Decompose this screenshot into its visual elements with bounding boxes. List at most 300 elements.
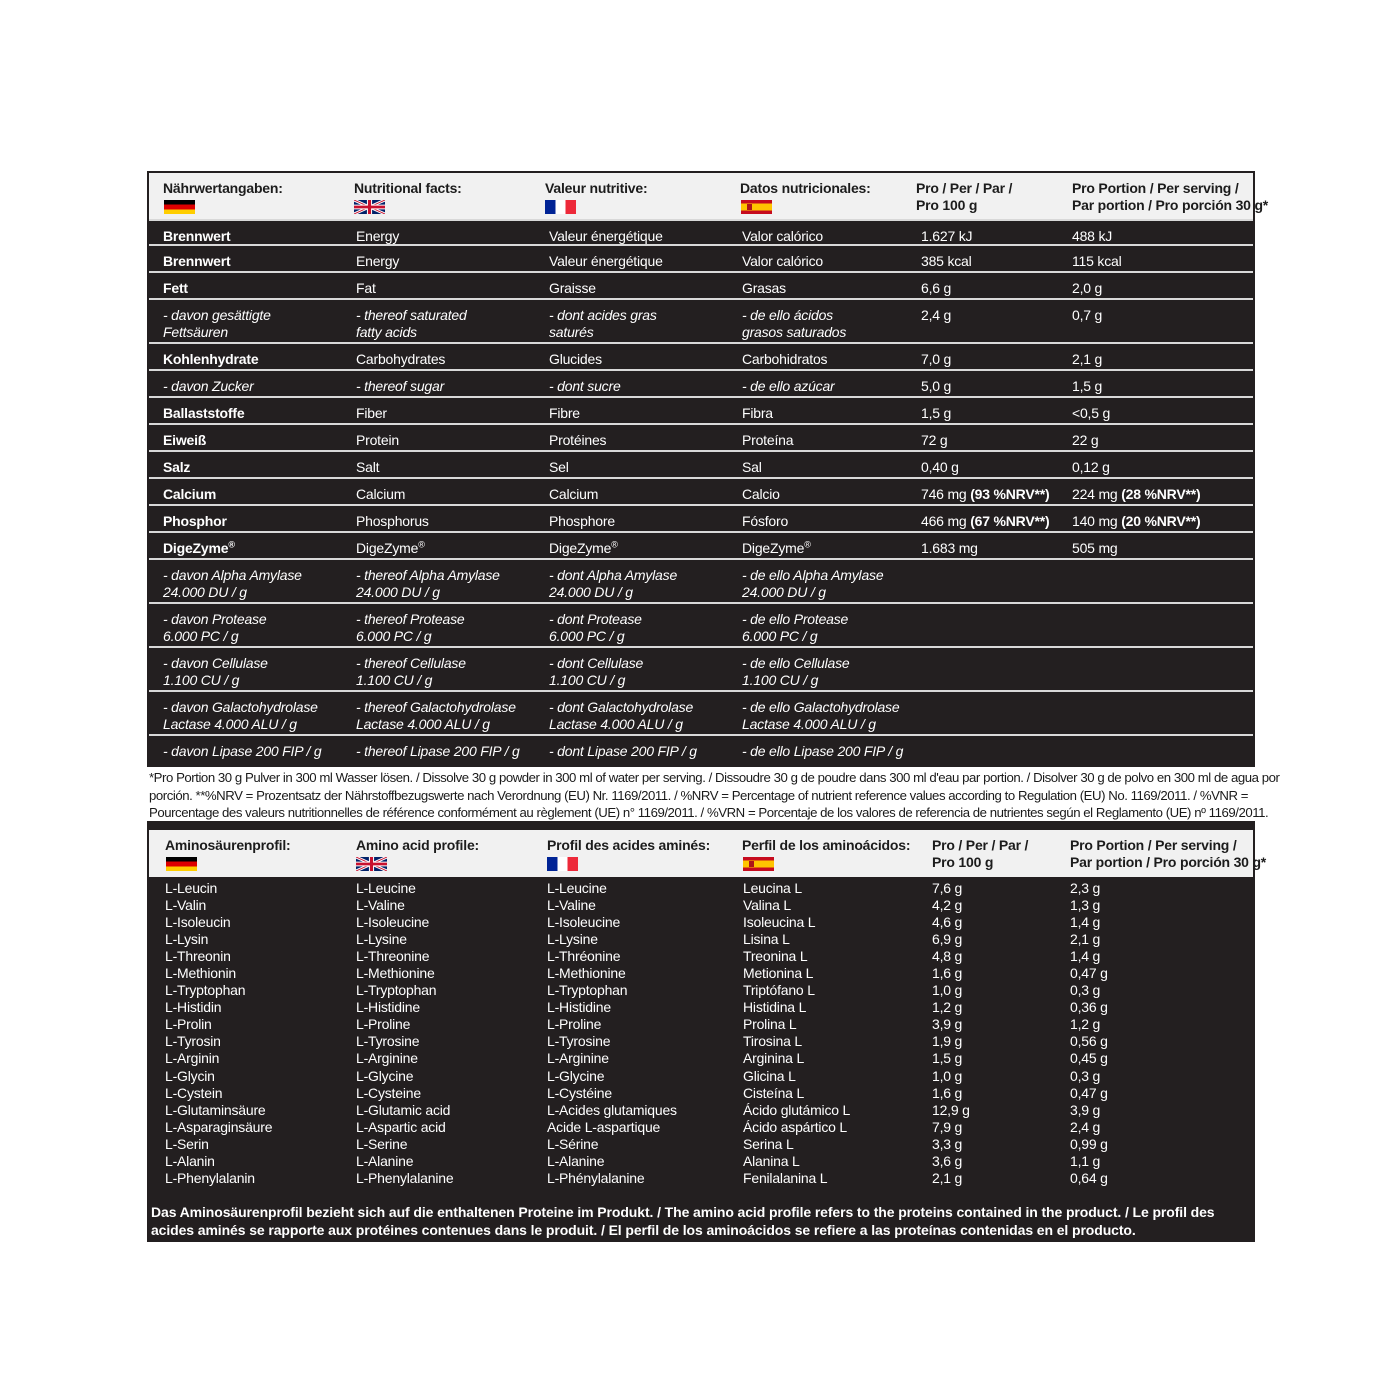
cell-de [163, 405, 244, 422]
cell-text: 0,12 g [1072, 459, 1110, 475]
amino-column-es [743, 880, 850, 1187]
amino-cell: L-Asparaginsäure [165, 1118, 273, 1135]
cell-de [163, 432, 206, 449]
cell-de [163, 699, 318, 733]
cell-text: Brennwert [163, 228, 231, 244]
footnote-line: Pourcentage des valeurs nutritionnelles de référence conformément au règlement (UE) n° 1169/2011. / %VRN = Porcentaje de los valores de referencia de nutrientes según el Reglamento (UE) nº 1169/2011. [149, 805, 1269, 820]
cell-en [356, 253, 399, 270]
cell-de [163, 567, 302, 601]
france-flag-icon [547, 857, 578, 871]
registered-mark: ® [418, 539, 425, 550]
amino-cell: L-Arginine [356, 1050, 418, 1067]
cell-de [163, 307, 271, 341]
amino-cell: L-Serin [165, 1135, 209, 1152]
cell-vp [1072, 378, 1102, 395]
cell-en [356, 567, 500, 601]
cell-text: Sal [742, 459, 762, 475]
cell-text: - davon Zucker [163, 378, 254, 394]
cell-text: 0,40 g [921, 459, 959, 475]
amino-cell: 2,1 g [932, 1169, 963, 1186]
header-de: Nährwertangaben: [163, 180, 283, 196]
cell-fr [549, 351, 602, 368]
cell-text: - dont acides gras [549, 307, 657, 323]
amino-cell: L-Tryptophan [356, 982, 437, 999]
amino-cell: L-Cystein [165, 1084, 223, 1101]
cell-text-line2: Fettsäuren [163, 324, 228, 340]
cell-text: Kohlenhydrate [163, 351, 259, 367]
cell-en [356, 280, 376, 297]
amino-header-portion-line1: Pro Portion / Per serving / [1070, 837, 1237, 853]
cell-text: Valeur énergétique [549, 228, 663, 244]
cell-text: Phosphorus [356, 513, 429, 529]
cell-fr [549, 253, 663, 270]
cell-fr [549, 655, 643, 689]
amino-profile-note: Das Aminosäurenprofil bezieht sich auf die enthaltenen Proteine im Produkt. / The amino acid profile refers to the proteins contained in the product. / Le profil des acides aminés se rapporte aux protéines contenues dans le produit. / El perfil de los aminoácidos se refiere a las proteínas contenidas en el producto. [151, 1204, 1215, 1238]
amino-cell: L-Leucine [356, 880, 416, 896]
amino-cell: L-Alanine [547, 1152, 605, 1169]
amino-header-de: Aminosäurenprofil: [165, 837, 291, 853]
cell-en [356, 459, 379, 476]
cell-vp [1072, 280, 1102, 297]
cell-en [356, 699, 516, 733]
header-en: Nutritional facts: [354, 180, 462, 196]
cell-text: Sel [549, 459, 569, 475]
cell-text-line2: 1.100 CU / g [163, 672, 240, 688]
cell-text: 2,1 g [1072, 351, 1103, 367]
cell-fr [549, 459, 569, 476]
nutrition-row [149, 477, 1253, 504]
nutrition-row [149, 396, 1253, 423]
cell-fr [549, 486, 598, 503]
registered-mark: ® [611, 539, 618, 550]
cell-fr [549, 540, 618, 557]
cell-text: Energy [356, 228, 400, 244]
nutrition-row [149, 734, 1253, 761]
amino-cell: 4,6 g [932, 914, 963, 931]
amino-cell: 1,0 g [932, 1067, 963, 1084]
cell-text-line2: 24.000 DU / g [549, 584, 633, 600]
cell-text: Grasas [742, 280, 786, 296]
amino-cell: 3,3 g [932, 1135, 963, 1152]
nutrition-row [149, 504, 1253, 531]
cell-text: 505 mg [1072, 540, 1118, 556]
cell-text: 140 mg [1072, 513, 1118, 529]
amino-column-fr [547, 880, 677, 1187]
cell-es [742, 513, 788, 530]
cell-v100 [921, 307, 951, 324]
amino-cell: L-Methionin [165, 965, 236, 982]
cell-v100 [921, 228, 972, 245]
cell-text-line2: 6.000 PC / g [549, 628, 625, 644]
nutrition-row [149, 369, 1253, 396]
cell-vp [1072, 228, 1112, 245]
amino-cell: Serina L [743, 1135, 794, 1152]
amino-cell: 0,56 g [1070, 1033, 1108, 1050]
cell-en [356, 513, 429, 530]
header-per100-line2: Pro 100 g [916, 197, 978, 213]
amino-cell: Leucina L [743, 880, 802, 896]
cell-text-line2: Lactase 4.000 ALU / g [742, 716, 876, 732]
cell-en [356, 228, 399, 245]
cell-text: 488 kJ [1072, 228, 1113, 244]
amino-cell: Histidina L [743, 999, 807, 1016]
cell-text: Salz [163, 459, 191, 475]
cell-text: Valor calórico [742, 228, 823, 244]
nrv-percentage: (67 %NRV**) [970, 513, 1050, 529]
cell-text: DigeZyme [549, 540, 612, 556]
cell-vp [1072, 459, 1110, 476]
amino-cell: L-Methionine [547, 965, 626, 982]
cell-text: 115 kcal [1072, 253, 1122, 269]
amino-cell: L-Lysine [547, 931, 598, 948]
nutrition-row [149, 646, 1253, 690]
amino-cell: L-Arginine [547, 1050, 609, 1067]
header-portion-line1: Pro Portion / Per serving / [1072, 180, 1239, 196]
amino-cell: 6,9 g [932, 931, 963, 948]
cell-text: - de ello Galactohydrolase [742, 699, 900, 715]
nutrition-row [149, 602, 1253, 646]
nutrition-row [149, 423, 1253, 450]
amino-cell: L-Thréonine [547, 948, 621, 965]
cell-text: Proteína [742, 432, 794, 448]
amino-cell: L-Tyrosine [547, 1033, 611, 1050]
amino-cell: 0,47 g [1070, 1084, 1108, 1101]
cell-text: 1.627 kJ [921, 228, 973, 244]
cell-text: 6,6 g [921, 280, 952, 296]
cell-vp [1072, 513, 1200, 530]
cell-text: 7,0 g [921, 351, 952, 367]
cell-text: - davon Cellulase [163, 655, 268, 671]
amino-header [149, 830, 1267, 877]
cell-text: 385 kcal [921, 253, 972, 269]
cell-en [356, 307, 467, 341]
cell-text: - de ello Alpha Amylase [742, 567, 884, 583]
cell-fr [549, 432, 606, 449]
nrv-percentage: (93 %NRV**) [970, 486, 1050, 502]
cell-text: 466 mg [921, 513, 967, 529]
cell-text: 2,0 g [1072, 280, 1103, 296]
cell-text: Fibra [742, 405, 773, 421]
amino-cell: 0,3 g [1070, 982, 1101, 999]
amino-cell: L-Tryptophan [165, 982, 246, 999]
cell-text-line2: Lactase 4.000 ALU / g [163, 716, 297, 732]
cell-vp [1072, 307, 1102, 324]
cell-text: Phosphor [163, 513, 227, 529]
cell-es [742, 540, 811, 557]
amino-cell: L-Valine [547, 897, 596, 914]
nutrition-row [149, 690, 1253, 734]
amino-cell: L-Histidine [356, 999, 420, 1016]
footnote-line: *Pro Portion 30 g Pulver in 300 ml Wasser lösen. / Dissolve 30 g powder in 300 ml of water per serving. / Dissoudre 30 g de poudre dans 300 ml d'eau par portion. / Disolver 30 g de polvo en 300 ml de agua por [149, 770, 1280, 785]
amino-cell: 1,3 g [1070, 897, 1101, 914]
amino-cell: 0,64 g [1070, 1169, 1108, 1186]
amino-cell: L-Proline [356, 1016, 411, 1033]
cell-text: - davon Lipase 200 FIP / g [163, 743, 322, 759]
cell-v100 [921, 432, 947, 449]
nutrition-row [149, 558, 1253, 602]
cell-text: - thereof sugar [356, 378, 445, 394]
uk-flag-icon [354, 200, 385, 214]
amino-cell: L-Glycine [547, 1067, 605, 1084]
cell-text: - de ello Protease [742, 611, 849, 627]
cell-es [742, 432, 793, 449]
cell-text: 72 g [921, 432, 948, 448]
amino-cell: 3,6 g [932, 1152, 963, 1169]
cell-text-line2: 24.000 DU / g [742, 584, 826, 600]
uk-flag-icon [356, 857, 387, 871]
cell-es [742, 253, 823, 270]
cell-es [742, 378, 835, 395]
amino-cell: L-Glycin [165, 1067, 215, 1084]
amino-cell: L-Lysin [165, 931, 209, 948]
amino-cell: 3,9 g [932, 1016, 963, 1033]
amino-cell: L-Valin [165, 897, 207, 914]
amino-column-portion [1070, 880, 1108, 1187]
cell-v100 [921, 486, 1049, 503]
amino-cell: Acide L-aspartique [547, 1118, 661, 1135]
amino-header-en: Amino acid profile: [356, 837, 479, 853]
cell-text: Valor calórico [742, 253, 823, 269]
amino-cell: 1,4 g [1070, 948, 1101, 965]
cell-de [163, 280, 188, 297]
amino-cell: Cisteína L [743, 1084, 805, 1101]
cell-text: Calcium [163, 486, 217, 502]
cell-text: 224 mg [1072, 486, 1118, 502]
amino-cell: L-Phenylalanine [356, 1169, 454, 1186]
cell-text: - de ello ácidos [742, 307, 833, 323]
amino-cell: L-Acides glutamiques [547, 1101, 677, 1118]
amino-cell: L-Histidin [165, 999, 222, 1016]
cell-en [356, 743, 520, 760]
nutrition-row [149, 450, 1253, 477]
cell-text: Salt [356, 459, 380, 475]
nutrition-header [149, 173, 1269, 219]
cell-text: Fat [356, 280, 376, 296]
amino-cell: 2,4 g [1070, 1118, 1101, 1135]
cell-vp [1072, 540, 1118, 557]
cell-text: - davon Alpha Amylase [163, 567, 302, 583]
cell-text: - dont sucre [549, 378, 621, 394]
amino-cell: L-Cystéine [547, 1084, 612, 1101]
amino-cell: L-Glutamic acid [356, 1101, 451, 1118]
cell-es [742, 459, 762, 476]
cell-text: Ballaststoffe [163, 405, 245, 421]
amino-cell: L-Cysteine [356, 1084, 421, 1101]
germany-flag-icon [164, 200, 195, 214]
cell-text: Calcio [742, 486, 780, 502]
nutrition-row [149, 342, 1253, 369]
cell-v100 [921, 351, 951, 368]
cell-es [742, 405, 773, 422]
cell-text-line2: 24.000 DU / g [163, 584, 247, 600]
cell-de [163, 253, 230, 270]
nutrition-row [149, 244, 1253, 271]
cell-de [163, 540, 235, 557]
cell-text: - de ello Lipase 200 FIP / g [742, 743, 904, 759]
cell-text: - dont Lipase 200 FIP / g [549, 743, 697, 759]
cell-fr [549, 611, 642, 645]
cell-text-line2: grasos saturados [742, 324, 847, 340]
nutrition-row [149, 298, 1253, 342]
cell-text-line2: 6.000 PC / g [163, 628, 239, 644]
amino-header-portion-line2: Par portion / Pro porción 30 g* [1070, 854, 1267, 870]
amino-cell: 1,4 g [1070, 914, 1101, 931]
cell-es [742, 699, 899, 733]
cell-de [163, 611, 266, 645]
cell-text: - davon Galactohydrolase [163, 699, 318, 715]
cell-text: Calcium [356, 486, 406, 502]
footnote-line: porción. **%NRV = Prozentsatz der Nährstoffbezugswerte nach Verordnung (EU) Nr. 1169/2011. / %NRV = Percentage of nutrient reference values according to Regulation (EU) No. 1169/2011. / %VNR = [149, 787, 1249, 803]
amino-header-fr: Profil des acides aminés: [547, 837, 711, 853]
cell-text: - thereof Galactohydrolase [356, 699, 516, 715]
amino-cell: L-Phenylalanin [165, 1169, 255, 1186]
cell-text: Fett [163, 280, 188, 296]
amino-cell: L-Phénylalanine [547, 1169, 645, 1186]
amino-cell: L-Threonine [356, 948, 430, 965]
cell-text: Fibre [549, 405, 580, 421]
cell-text: 1,5 g [921, 405, 952, 421]
spain-flag-icon [743, 857, 774, 871]
cell-fr [549, 699, 693, 733]
registered-mark: ® [804, 539, 811, 550]
cell-de [163, 513, 227, 530]
amino-cell: 1,2 g [932, 999, 963, 1016]
cell-text: - dont Galactohydrolase [549, 699, 694, 715]
cell-en [356, 432, 399, 449]
cell-es [742, 611, 848, 645]
amino-cell: L-Tyrosin [165, 1033, 221, 1050]
cell-text-line2: fatty acids [356, 324, 417, 340]
cell-text: - thereof Alpha Amylase [356, 567, 500, 583]
amino-cell: 1,6 g [932, 965, 963, 982]
cell-text: Fósforo [742, 513, 789, 529]
germany-flag-icon [166, 857, 197, 871]
amino-cell: Tirosina L [743, 1033, 802, 1050]
cell-en [356, 611, 464, 645]
cell-text: Phosphore [549, 513, 615, 529]
cell-fr [549, 228, 663, 245]
cell-text: Valeur énergétique [549, 253, 663, 269]
amino-cell: L-Threonin [165, 948, 231, 965]
cell-text-line2: 1.100 CU / g [742, 672, 819, 688]
cell-text: - thereof saturated [356, 307, 467, 323]
amino-cell: 4,8 g [932, 948, 963, 965]
amino-cell: L-Lysine [356, 931, 407, 948]
cell-text: 1,5 g [1072, 378, 1103, 394]
cell-text-line2: 1.100 CU / g [356, 672, 433, 688]
cell-text: Glucides [549, 351, 602, 367]
cell-es [742, 486, 780, 503]
amino-cell: 1,6 g [932, 1084, 963, 1101]
amino-cell: L-Methionine [356, 965, 435, 982]
cell-de [163, 743, 322, 760]
header-per100-line1: Pro / Per / Par / [916, 180, 1013, 196]
cell-text-line2: 1.100 CU / g [549, 672, 626, 688]
amino-cell: L-Tyrosine [356, 1033, 420, 1050]
amino-cell: 7,6 g [932, 880, 963, 896]
amino-cell: 12,9 g [932, 1101, 970, 1118]
cell-text: Fiber [356, 405, 387, 421]
cell-vp [1072, 253, 1122, 270]
amino-cell: L-Proline [547, 1016, 602, 1033]
amino-cell: 0,47 g [1070, 965, 1108, 982]
cell-v100 [921, 280, 951, 297]
amino-table [149, 878, 1253, 1190]
cell-v100 [921, 540, 978, 557]
cell-text: Graisse [549, 280, 596, 296]
spain-flag-icon [741, 200, 772, 214]
amino-cell: Prolina L [743, 1016, 797, 1033]
cell-text: 746 mg [921, 486, 967, 502]
cell-text: Protéines [549, 432, 607, 448]
cell-text: - davon gesättigte [163, 307, 271, 323]
cell-text: - dont Protease [549, 611, 642, 627]
cell-de [163, 351, 258, 368]
cell-es [742, 743, 903, 760]
amino-cell: 0,45 g [1070, 1050, 1108, 1067]
cell-en [356, 405, 387, 422]
amino-column-per100 [932, 880, 970, 1187]
cell-text: - dont Cellulase [549, 655, 644, 671]
cell-text: 22 g [1072, 432, 1099, 448]
cell-es [742, 655, 849, 689]
amino-cell: L-Valine [356, 897, 405, 914]
cell-text-line2: 24.000 DU / g [356, 584, 440, 600]
amino-cell: L-Arginin [165, 1050, 220, 1067]
amino-cell: Triptófano L [743, 982, 815, 999]
cell-text: Eiweiß [163, 432, 207, 448]
header-es: Datos nutricionales: [740, 180, 871, 196]
cell-fr [549, 405, 580, 422]
cell-text: DigeZyme [356, 540, 419, 556]
cell-v100 [921, 513, 1049, 530]
amino-cell: Valina L [743, 897, 791, 914]
cell-fr [549, 280, 596, 297]
cell-text: 1.683 mg [921, 540, 978, 556]
amino-cell: 3,9 g [1070, 1101, 1101, 1118]
cell-en [356, 378, 444, 395]
cell-de [163, 459, 190, 476]
amino-cell: 1,1 g [1070, 1152, 1101, 1169]
amino-cell: 0,3 g [1070, 1067, 1101, 1084]
amino-cell: 2,3 g [1070, 880, 1101, 896]
cell-text: Carbohydrates [356, 351, 446, 367]
amino-column-de [165, 880, 272, 1187]
amino-cell: Alanina L [743, 1152, 800, 1169]
cell-en [356, 351, 445, 368]
amino-column-en [356, 880, 453, 1187]
amino-cell: 1,0 g [932, 982, 963, 999]
amino-cell: Lisina L [743, 931, 790, 948]
cell-fr [549, 378, 621, 395]
cell-en [356, 540, 425, 557]
amino-cell: L-Isoleucine [547, 914, 621, 931]
cell-text: - thereof Protease [356, 611, 465, 627]
cell-text: - thereof Lipase 200 FIP / g [356, 743, 520, 759]
nutrition-label [147, 171, 1280, 1242]
nutrition-row [149, 219, 1253, 244]
cell-es [742, 351, 827, 368]
amino-cell: Fenilalanina L [743, 1169, 828, 1186]
france-flag-icon [545, 200, 576, 214]
amino-cell: 1,9 g [932, 1033, 963, 1050]
amino-cell: 0,36 g [1070, 999, 1108, 1016]
amino-cell: L-Leucin [165, 880, 218, 896]
cell-es [742, 567, 883, 601]
cell-text-line2: 6.000 PC / g [742, 628, 818, 644]
header-portion-line2: Par portion / Pro porción 30 g* [1072, 197, 1269, 213]
nrv-percentage: (20 %NRV**) [1121, 513, 1201, 529]
